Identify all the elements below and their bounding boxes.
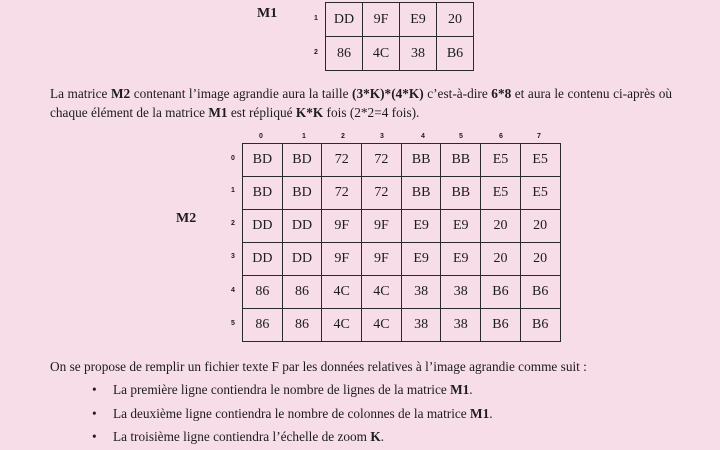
table-row	[243, 210, 561, 243]
table-row	[326, 37, 474, 71]
matrix-cell: 72	[322, 144, 362, 177]
bold-term: M1	[470, 406, 490, 421]
bullet-text: La première ligne contiendra le nombre de lignes de la matrice	[113, 382, 451, 397]
m1-matrix-table	[325, 2, 474, 71]
text-segment: est répliqué	[227, 105, 296, 120]
m2-matrix-table	[242, 143, 561, 342]
bullet-end: .	[380, 429, 385, 444]
matrix-cell: BD	[282, 144, 322, 177]
text-segment: et aura le contenu ci-après où chaque élément de la matrice	[50, 86, 672, 120]
m2-col-index: 4	[421, 133, 425, 140]
matrix-cell: 86	[282, 309, 322, 342]
matrix-cell: BB	[401, 177, 441, 210]
matrix-cell: 4C	[362, 276, 402, 309]
m2-col-index: 7	[537, 133, 541, 140]
matrix-cell: E5	[520, 144, 560, 177]
m2-col-index: 6	[499, 133, 503, 140]
matrix-cell: 9F	[322, 210, 362, 243]
matrix-cell: DD	[282, 243, 322, 276]
matrix-cell: 38	[441, 309, 481, 342]
table-row	[243, 243, 561, 276]
matrix-cell: BD	[282, 177, 322, 210]
matrix-cell: E5	[481, 177, 521, 210]
matrix-cell: 38	[401, 276, 441, 309]
bullet-dot-icon: •	[92, 382, 97, 397]
m1-row-index-1: 1	[314, 15, 318, 22]
bullet-end: .	[489, 406, 493, 421]
matrix-cell: E9	[401, 243, 441, 276]
matrix-cell: B6	[520, 276, 560, 309]
m2-row-index: 2	[231, 220, 235, 227]
matrix-cell: B6	[481, 309, 521, 342]
matrix-cell: 9F	[362, 243, 402, 276]
bullet-text: La troisième ligne contiendra l’échelle de zoom	[113, 429, 371, 444]
bullet-end: .	[469, 382, 473, 397]
matrix-cell: 72	[322, 177, 362, 210]
m1-label: M1	[257, 6, 278, 21]
bold-term: K	[370, 429, 381, 444]
bullet-dot-icon: •	[92, 406, 97, 421]
m1-row-index-2: 2	[314, 49, 318, 56]
bold-term: M2	[110, 86, 131, 101]
paragraph-m2-description	[50, 84, 672, 122]
matrix-cell: B6	[481, 276, 521, 309]
table-row	[243, 177, 561, 210]
matrix-cell: 4C	[363, 37, 400, 71]
m2-col-index: 1	[302, 133, 306, 140]
matrix-cell: 72	[362, 144, 402, 177]
matrix-cell: 72	[362, 177, 402, 210]
text-segment: contenant l’image agrandie aura la taille	[130, 86, 353, 101]
matrix-cell: DD	[243, 210, 283, 243]
matrix-cell: B6	[520, 309, 560, 342]
matrix-cell: E9	[400, 3, 437, 37]
m2-col-index: 5	[459, 133, 463, 140]
matrix-cell: E9	[401, 210, 441, 243]
bold-term: M1	[208, 105, 228, 120]
m2-row-index: 4	[231, 287, 235, 294]
matrix-cell: 38	[441, 276, 481, 309]
matrix-cell: E5	[481, 144, 521, 177]
m2-col-index: 2	[341, 133, 345, 140]
paragraph-file-description: On se propose de remplir un fichier texte F par les données relatives à l’image agrandie comme suit :	[50, 359, 587, 374]
m2-row-index: 0	[231, 155, 235, 162]
m2-col-index: 3	[380, 133, 384, 140]
table-row	[326, 3, 474, 37]
matrix-cell: E5	[520, 177, 560, 210]
bullet-item	[92, 381, 473, 399]
matrix-cell: 86	[282, 276, 322, 309]
matrix-cell: DD	[243, 243, 283, 276]
m2-row-index: 1	[231, 187, 235, 194]
text-segment: La matrice	[50, 86, 111, 101]
matrix-cell: 20	[437, 3, 474, 37]
matrix-cell: 9F	[363, 3, 400, 37]
matrix-cell: DD	[326, 3, 363, 37]
bold-term: (3*K)*(4*K)	[352, 86, 424, 101]
matrix-cell: 9F	[362, 210, 402, 243]
m2-row-index: 5	[231, 320, 235, 327]
matrix-cell: 20	[481, 243, 521, 276]
bold-term: M1	[450, 382, 470, 397]
matrix-cell: 9F	[322, 243, 362, 276]
table-row	[243, 309, 561, 342]
m2-label: M2	[176, 211, 197, 226]
bullet-item	[92, 405, 493, 423]
matrix-cell: E9	[441, 243, 481, 276]
matrix-cell: E9	[441, 210, 481, 243]
matrix-cell: BB	[401, 144, 441, 177]
matrix-cell: 38	[400, 37, 437, 71]
matrix-cell: 4C	[322, 309, 362, 342]
bullet-item	[92, 428, 384, 446]
matrix-cell: BD	[243, 177, 283, 210]
matrix-cell: 38	[401, 309, 441, 342]
matrix-cell: B6	[437, 37, 474, 71]
bullet-text: La deuxième ligne contiendra le nombre de colonnes de la matrice	[113, 406, 471, 421]
matrix-cell: 4C	[362, 309, 402, 342]
bold-term: K*K	[295, 105, 324, 120]
table-row	[243, 144, 561, 177]
matrix-cell: 20	[520, 243, 560, 276]
text-segment: c’est-à-dire	[423, 86, 492, 101]
matrix-cell: 86	[243, 276, 283, 309]
bold-term: 6*8	[491, 86, 512, 101]
table-row	[243, 276, 561, 309]
matrix-cell: 4C	[322, 276, 362, 309]
text-segment: fois (2*2=4 fois).	[323, 105, 420, 120]
bullet-dot-icon: •	[92, 429, 97, 444]
matrix-cell: BB	[441, 144, 481, 177]
matrix-cell: 20	[481, 210, 521, 243]
matrix-cell: DD	[282, 210, 322, 243]
matrix-cell: 86	[243, 309, 283, 342]
matrix-cell: BD	[243, 144, 283, 177]
matrix-cell: 20	[520, 210, 560, 243]
m2-row-index: 3	[231, 253, 235, 260]
matrix-cell: BB	[441, 177, 481, 210]
m2-col-index: 0	[259, 133, 263, 140]
matrix-cell: 86	[326, 37, 363, 71]
